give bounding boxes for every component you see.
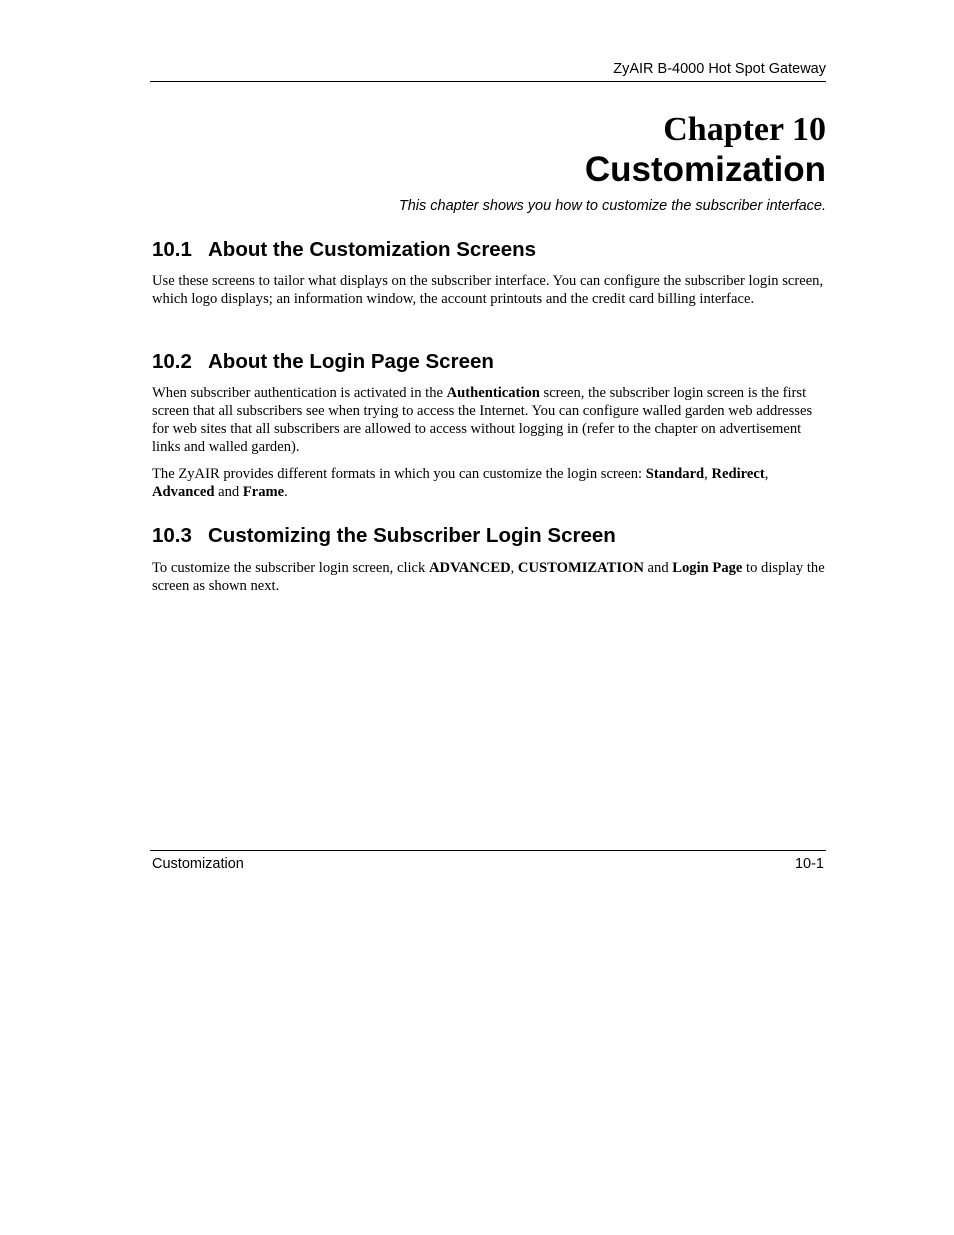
- footer-page-number: 10-1: [794, 856, 824, 872]
- text-run: The ZyAIR provides different formats in which you can customize the login screen:: [152, 466, 646, 482]
- text-run: and: [643, 560, 673, 576]
- bold-term-login-page: Login Page: [672, 560, 743, 576]
- bold-term-authentication: Authentication: [446, 385, 540, 401]
- bold-term-advanced-menu: ADVANCED: [428, 560, 511, 576]
- section-heading-10-1: [152, 237, 536, 263]
- section-title: About the Login Page Screen: [208, 350, 494, 373]
- header-product-title: ZyAIR B-4000 Hot Spot Gateway: [613, 61, 826, 77]
- running-header: [150, 60, 826, 82]
- section-10-2-paragraph-1: [152, 384, 828, 456]
- text-run: screen, the subscriber login screen is the first screen that all subscribers see when trying to access the Internet. You can configure walled garden web addresses for web sites that all subscribers are allowed to access without logging in (refer to the chapter on advertisement links and walled garden).: [152, 385, 813, 455]
- chapter-title: Customization: [584, 150, 826, 189]
- section-number: 10.3: [152, 524, 192, 547]
- section-10-1-paragraph: Use these screens to tailor what displays on the subscriber interface. You can configure the subscriber login screen, which logo displays; an information window, the account printouts and the credit card billing interface.: [152, 273, 824, 307]
- section-number: 10.1: [152, 238, 192, 261]
- footer-chapter-name: Customization: [152, 856, 244, 872]
- bold-term-advanced: Advanced: [152, 484, 215, 500]
- text-run: ,: [764, 466, 769, 482]
- section-heading-10-2: [152, 349, 494, 375]
- section-10-3-paragraph: [152, 559, 828, 595]
- section-title: Customizing the Subscriber Login Screen: [208, 524, 616, 547]
- bold-term-redirect: Redirect: [711, 466, 765, 482]
- text-run: When subscriber authentication is activated in the: [152, 385, 447, 401]
- chapter-number: Chapter 10: [663, 111, 826, 148]
- section-number: 10.2: [152, 350, 192, 373]
- section-title: About the Customization Screens: [208, 238, 537, 261]
- section-10-2-paragraph-2: [152, 465, 828, 501]
- bold-term-standard: Standard: [645, 466, 705, 482]
- text-run: ,: [510, 560, 518, 576]
- section-heading-10-3: [152, 523, 616, 549]
- text-run: and: [214, 484, 243, 500]
- text-run: To customize the subscriber login screen, click: [152, 560, 429, 576]
- text-run: to display the screen as shown next.: [152, 560, 825, 594]
- chapter-intro: This chapter shows you how to customize the subscriber interface.: [398, 198, 826, 214]
- running-footer: [150, 850, 826, 873]
- bold-term-customization: CUSTOMIZATION: [517, 560, 644, 576]
- bold-term-frame: Frame: [242, 484, 285, 500]
- chapter-heading: [585, 110, 826, 190]
- text-run: ,: [704, 466, 712, 482]
- text-run: .: [284, 484, 288, 500]
